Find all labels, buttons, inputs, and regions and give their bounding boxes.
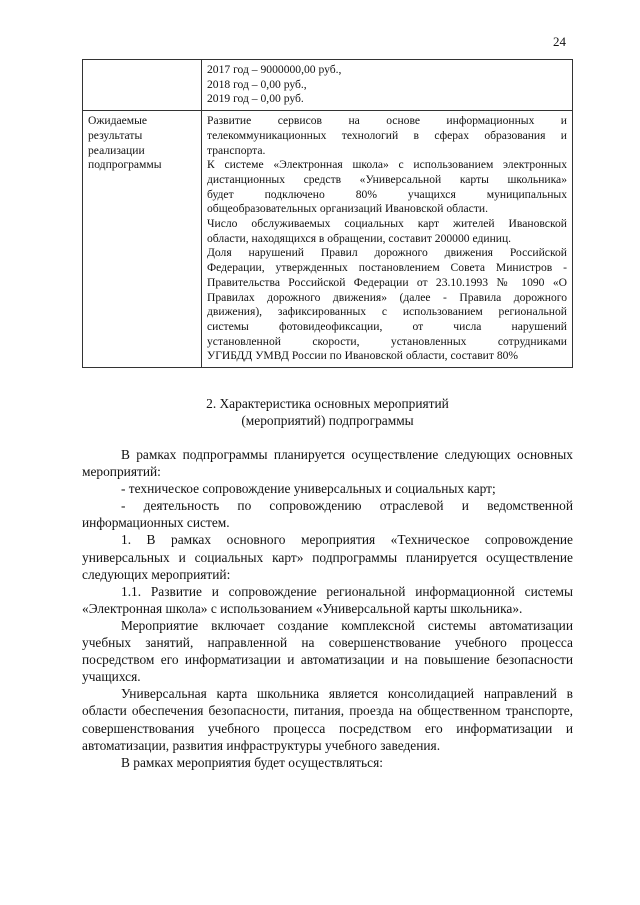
result-line: Федерации, утвержденных постановлением Совета Министров - xyxy=(207,261,567,275)
expected-results-text xyxy=(202,111,573,368)
result-line: К системе «Электронная школа» с использованием электронных xyxy=(207,158,567,172)
result-line: общеобразовательных организаций Ивановской области. xyxy=(207,202,488,216)
section-heading-line: 2. Характеристика основных мероприятий xyxy=(206,396,449,411)
page-number: 24 xyxy=(553,34,566,49)
document-body xyxy=(82,446,573,771)
funding-line-2019: 2019 год – 0,00 руб. xyxy=(207,92,304,106)
body-paragraph: 1. В рамках основного мероприятия «Техническое сопровождение универсальных и социальных карт» подпрограммы планируется осуществление следующих мероприятий: xyxy=(82,532,573,582)
table-row xyxy=(83,111,573,368)
result-line: Развитие сервисов на основе информационных и xyxy=(207,114,567,128)
result-line: Доля нарушений Правил дорожного движения Российской xyxy=(207,246,567,260)
body-paragraph: В рамках подпрограммы планируется осуществление следующих основных мероприятий: xyxy=(82,447,573,480)
result-line: будет подключено 80% учащихся муниципальных xyxy=(207,187,567,201)
body-paragraph: 1.1. Развитие и сопровождение региональной информационной системы «Электронная школа» с использованием «Универсальной карты школьника». xyxy=(82,583,573,616)
result-line: транспорта. xyxy=(207,143,266,157)
result-line: Правительства Российской Федерации от 23.10.1993 № 1090 «О xyxy=(207,275,567,289)
result-line: Число обслуживаемых социальных карт жителей Ивановской xyxy=(207,217,567,231)
result-line: движения), зафиксированных с использованием региональной xyxy=(207,305,567,319)
program-info-table xyxy=(82,59,573,368)
body-paragraph: - деятельность по сопровождению отраслевой и ведомственной информационных систем. xyxy=(82,498,573,531)
result-line: системы фотовидеофиксации, от числа нарушений xyxy=(207,319,567,333)
body-paragraph: - техническое сопровождение универсальных и социальных карт; xyxy=(121,481,496,497)
result-line: дистанционных средств «Универсальной карты школьника» xyxy=(207,172,567,186)
expected-results-label xyxy=(83,111,202,368)
body-paragraph: Мероприятие включает создание комплексной системы автоматизации учебных занятий, направленной на совершенствование учебного процесса посредством его информатизации и автоматизации и на повышение безопасности учащихся. xyxy=(82,617,573,685)
section-heading-line: (мероприятий) подпрограммы xyxy=(241,413,414,428)
funding-cell xyxy=(202,60,573,111)
body-paragraph: Универсальная карта школьника является консолидацией направлений в области обеспечения безопасности, питания, проезда на общественном транспорте, совершенствования учебного процесса посредством его информатизации и автоматизации, развития инфраструктуры учебного заведения. xyxy=(82,686,573,753)
result-line: области, находящихся в обращении, составит 200000 единиц. xyxy=(207,231,512,245)
funding-line-2017: 2017 год – 9000000,00 руб., xyxy=(207,63,342,76)
table-row xyxy=(83,60,573,111)
funding-line-2018: 2018 год – 0,00 руб., xyxy=(207,77,307,91)
body-paragraph: В рамках мероприятия будет осуществляться: xyxy=(121,754,383,770)
section-heading xyxy=(82,395,573,429)
result-line: телекоммуникационных технологий в сферах образования и xyxy=(207,128,567,142)
label-line: реализации xyxy=(88,143,145,157)
label-line: Ожидаемые xyxy=(88,114,148,128)
result-line: Правилах дорожного движения» (далее - Правила дорожного xyxy=(207,290,567,304)
table-label-cell xyxy=(83,60,202,111)
result-line: УГИБДД УМВД России по Ивановской области, составит 80% xyxy=(207,349,519,363)
result-line: установленной скорости, установленных сотрудниками xyxy=(207,334,567,348)
label-line: подпрограммы xyxy=(88,158,162,172)
label-line: результаты xyxy=(88,128,143,142)
